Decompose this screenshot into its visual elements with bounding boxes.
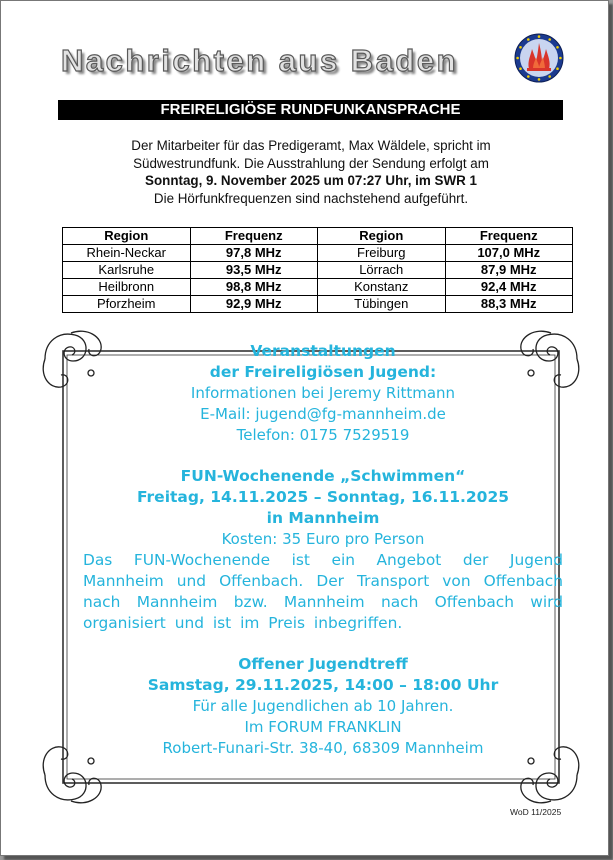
fun-weekend-dates: Freitag, 14.11.2025 – Sonntag, 16.11.2025 <box>136 488 510 506</box>
region-cell: Karlsruhe <box>63 262 191 279</box>
events-box <box>83 341 563 759</box>
frequency-cell: 92,9 MHz <box>190 296 318 313</box>
table-header-row <box>63 228 573 245</box>
broadcast-date: Sonntag, 9. November 2025 um 07:27 Uhr, im SWR 1 <box>145 173 477 188</box>
column-header: Frequenz <box>445 228 573 245</box>
table-row <box>63 245 573 262</box>
youth-meeting-venue: Im FORUM FRANKLIN <box>244 718 402 736</box>
intro-line: Südwestrundfunk. Die Ausstrahlung der Sendung erfolgt am <box>133 155 489 171</box>
youth-meeting-title: Offener Jugendtreff <box>238 655 408 673</box>
region-cell: Heilbronn <box>63 279 191 296</box>
frequency-cell: 93,5 MHz <box>190 262 318 279</box>
region-cell: Tübingen <box>318 296 446 313</box>
intro-text <box>41 137 581 207</box>
events-heading: der Freireligiösen Jugend: <box>209 363 437 381</box>
region-cell: Pforzheim <box>63 296 191 313</box>
table-row <box>63 262 573 279</box>
masthead-title: Nachrichten aus Baden <box>61 43 459 78</box>
events-heading: Veranstaltungen <box>250 342 396 360</box>
region-cell: Konstanz <box>318 279 446 296</box>
column-header: Region <box>63 228 191 245</box>
frequency-cell: 88,3 MHz <box>445 296 573 313</box>
column-header: Region <box>318 228 446 245</box>
youth-meeting-age: Für alle Jugendlichen ab 10 Jahren. <box>192 697 454 715</box>
intro-line: Die Hörfunkfrequenzen sind nachstehend aufgeführt. <box>153 190 469 206</box>
contact-email: E-Mail: jugend@fg-mannheim.de <box>200 405 446 423</box>
frequency-table <box>62 227 573 313</box>
frequency-cell: 107,0 MHz <box>445 245 573 262</box>
fun-weekend-title: FUN-Wochenende „Schwimmen“ <box>180 467 466 485</box>
footer-code: WoD 11/2025 <box>510 807 562 817</box>
fun-weekend-place: in Mannheim <box>266 509 380 527</box>
flame-emblem-icon <box>514 33 564 83</box>
region-cell: Lörrach <box>318 262 446 279</box>
fun-weekend-description: Das FUN-Wochenende ist ein Angebot der Jugend Mannheim und Offenbach. Der Transport von Offenbach nach Mannheim bzw. Mannheim nach Offenbach wird organisiert und ist im Preis inbegriffen. <box>83 551 563 632</box>
youth-meeting-address: Robert-Funari-Str. 38-40, 68309 Mannheim <box>162 739 484 757</box>
column-header: Frequenz <box>190 228 318 245</box>
frequency-cell: 87,9 MHz <box>445 262 573 279</box>
contact-info: Informationen bei Jeremy Rittmann <box>190 384 456 402</box>
frequency-cell: 98,8 MHz <box>190 279 318 296</box>
region-cell: Rhein-Neckar <box>63 245 191 262</box>
banner-title: FREIRELIGIÖSE RUNDFUNKANSPRACHE <box>58 100 563 120</box>
contact-phone: Telefon: 0175 7529519 <box>236 426 410 444</box>
youth-meeting-date: Samstag, 29.11.2025, 14:00 – 18:00 Uhr <box>147 676 499 694</box>
table-row <box>63 296 573 313</box>
intro-line: Der Mitarbeiter für das Predigeramt, Max Wäldele, spricht im <box>131 138 491 153</box>
table-row <box>63 279 573 296</box>
frequency-cell: 97,8 MHz <box>190 245 318 262</box>
fun-weekend-cost: Kosten: 35 Euro pro Person <box>221 530 425 548</box>
frequency-cell: 92,4 MHz <box>445 279 573 296</box>
region-cell: Freiburg <box>318 245 446 262</box>
